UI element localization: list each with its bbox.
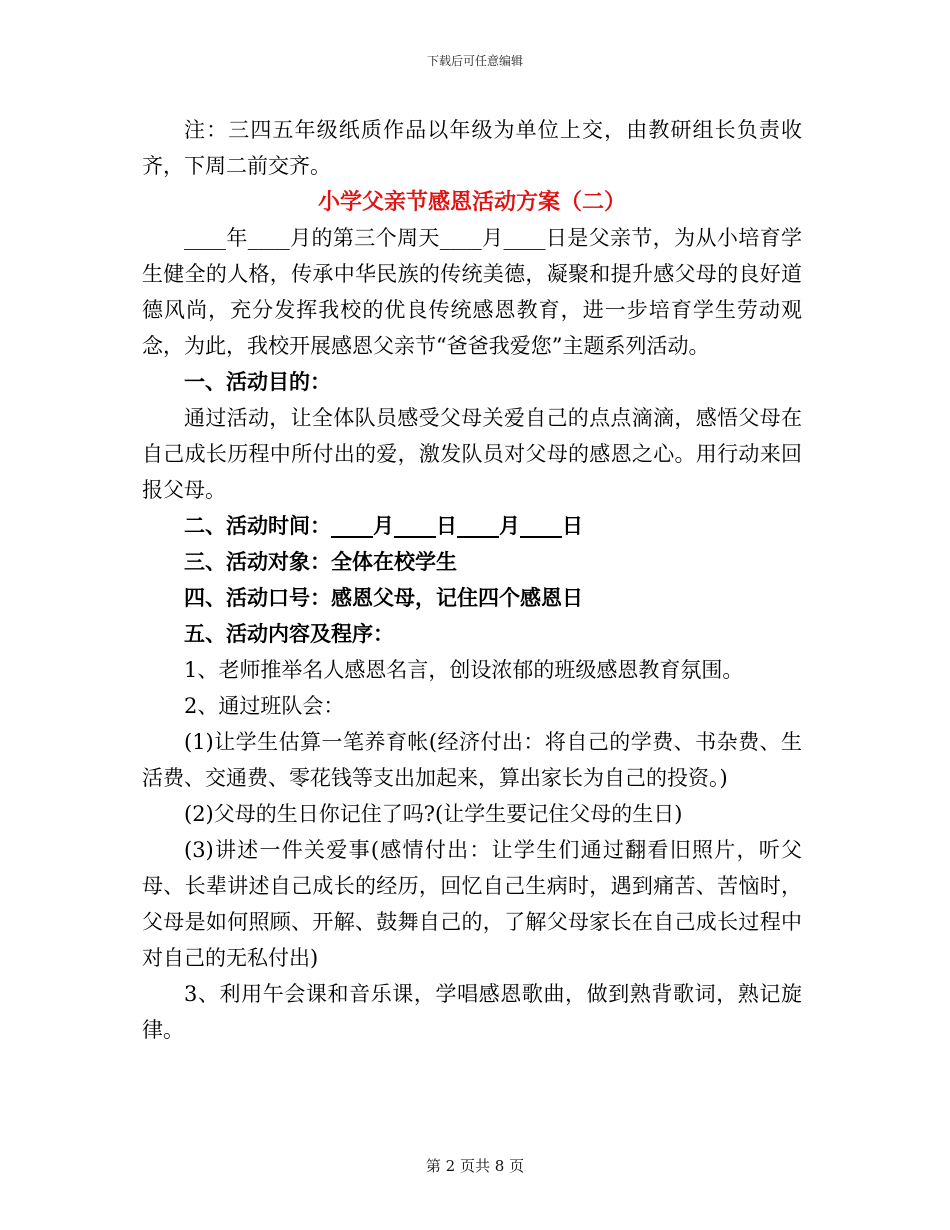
- section-heading-slogan: 四、活动口号：感恩父母，记住四个感恩日: [184, 585, 583, 610]
- list-item-2-1: (1)让学生估算一笔养育帐(经济付出：将自己的学费、书杂费、生活费、交通费、零花钱等支出加起来，算出家长为自己的投资。): [142, 730, 802, 790]
- section-heading-purpose: 一、活动目的：: [184, 369, 331, 394]
- intro-paragraph: ____年____月的第三个周天____月____日是父亲节，为从小培育学生健全的人格，传承中华民族的传统美德，凝聚和提升感父母的良好道德风尚，充分发挥我校的优良传统感恩教育，进一步培育学生劳动观念，为此，我校开展感恩父亲节“爸爸我爱您”主题系列活动。: [142, 226, 802, 358]
- page-header-note: 下载后可任意编辑: [426, 54, 523, 68]
- section-heading-time: 二、活动时间：____月____日____月____日: [184, 513, 583, 538]
- note-paragraph: 注：三四五年级纸质作品以年级为单位上交，由教研组长负责收齐，下周二前交齐。: [142, 118, 802, 178]
- page-footer-indicator: 第 2 页共 8 页: [425, 1157, 525, 1175]
- list-item-1: 1、老师推举名人感恩名言，创设浓郁的班级感恩教育氛围。: [184, 658, 744, 682]
- document-title: 小学父亲节感恩活动方案（二）: [317, 189, 626, 215]
- purpose-paragraph: 通过活动，让全体队员感受父母关爱自己的点点滴滴，感悟父母在自己成长历程中所付出的爱，激发队员对父母的感恩之心。用行动来回报父母。: [142, 406, 802, 502]
- list-item-3: 3、利用午会课和音乐课，学唱感恩歌曲，做到熟背歌词，熟记旋律。: [142, 982, 802, 1042]
- list-item-2-2: (2)父母的生日你记住了吗?(让学生要记住父母的生日): [184, 802, 683, 826]
- document-body: [142, 112, 802, 1048]
- list-item-2: 2、通过班队会：: [184, 694, 345, 718]
- section-heading-content: 五、活动内容及程序：: [184, 621, 394, 646]
- list-item-2-3: (3)讲述一件关爱事(感情付出：让学生们通过翻看旧照片，听父母、长辈讲述自己成长的经历，回忆自己生病时，遇到痛苦、苦恼时，父母是如何照顾、开解、鼓舞自己的，了解父母家长在自己成长过程中对自己的无私付出): [142, 838, 802, 970]
- section-heading-target: 三、活动对象：全体在校学生: [184, 549, 457, 574]
